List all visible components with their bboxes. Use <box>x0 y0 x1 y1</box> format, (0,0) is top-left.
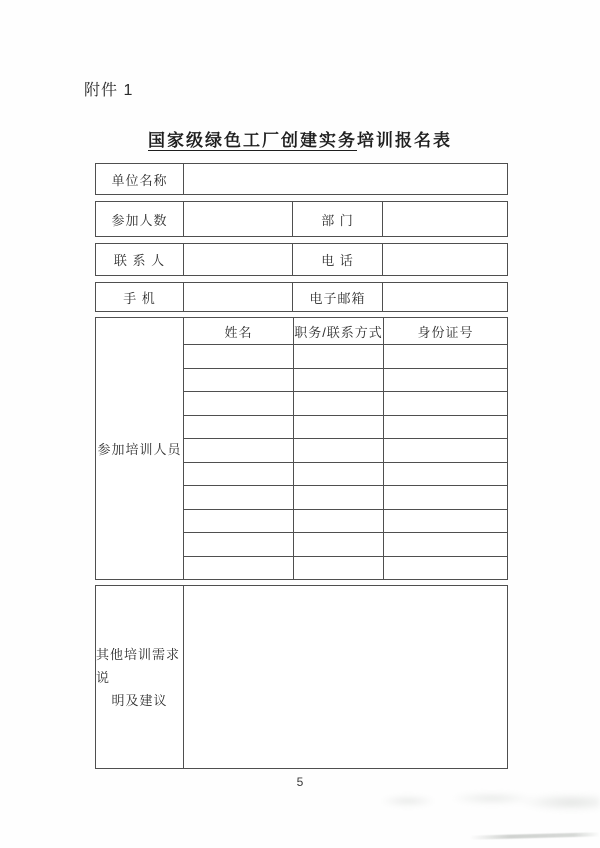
form-title-rest: 培训报名表 <box>357 131 452 150</box>
trainee-id-cell <box>383 439 507 462</box>
trainee-rows <box>184 344 507 579</box>
trainee-contact-cell <box>293 439 383 462</box>
unit-name-label: 单位名称 <box>111 172 168 188</box>
trainee-name-cell <box>184 439 293 462</box>
trainee-row <box>184 509 507 533</box>
trainee-contact-cell <box>293 463 383 486</box>
trainee-contact-cell <box>293 557 383 580</box>
trainee-row <box>184 391 507 415</box>
trainee-name-cell <box>184 510 293 533</box>
trainee-name-cell <box>184 392 293 415</box>
form-title <box>0 126 600 151</box>
registration-form-table <box>95 163 508 769</box>
mobile-label: 手 机 <box>123 290 156 306</box>
trainee-contact-header: 职务/联系方式 <box>293 318 383 344</box>
email-value-cell <box>382 283 507 311</box>
contact-person-value-cell <box>183 244 292 275</box>
trainee-row <box>184 485 507 509</box>
trainee-row <box>184 532 507 556</box>
trainee-contact-cell <box>293 345 383 368</box>
trainee-id-cell <box>383 510 507 533</box>
participants-label: 参加人数 <box>111 212 168 228</box>
scan-line-artifact <box>470 832 600 839</box>
trainee-name-cell <box>184 557 293 580</box>
trainee-row <box>184 344 507 368</box>
mobile-value-cell <box>183 283 292 311</box>
trainee-row <box>184 556 507 580</box>
trainee-contact-cell <box>293 533 383 556</box>
trainee-contact-cell <box>293 486 383 509</box>
trainees-grid <box>183 318 507 579</box>
scan-smudge-artifact <box>360 788 600 814</box>
contact-person-label: 联 系 人 <box>113 253 166 268</box>
trainee-row <box>184 462 507 486</box>
row-contact-phone <box>95 243 508 276</box>
page-number: 5 <box>296 775 304 789</box>
other-needs-label-line2: 明及建议 <box>111 692 168 708</box>
trainee-name-header: 姓名 <box>224 324 253 340</box>
other-needs-label-line1: 其他培训需求说 <box>96 646 181 685</box>
trainee-id-cell <box>383 486 507 509</box>
trainee-id-cell <box>383 392 507 415</box>
trainee-id-cell <box>383 463 507 486</box>
trainee-id-cell <box>383 533 507 556</box>
section-trainees <box>95 317 508 580</box>
trainee-name-cell <box>184 533 293 556</box>
trainee-id-cell <box>383 557 507 580</box>
email-label: 电子邮箱 <box>292 283 382 311</box>
trainee-id-cell <box>383 345 507 368</box>
trainees-header-row <box>184 318 507 344</box>
trainee-name-cell <box>184 416 293 439</box>
trainees-section-label: 参加培训人员 <box>97 442 182 457</box>
unit-name-value-cell <box>183 164 507 194</box>
trainee-id-cell <box>383 369 507 392</box>
trainee-name-cell <box>184 345 293 368</box>
trainee-name-cell <box>184 463 293 486</box>
row-participants-department <box>95 201 508 237</box>
department-label: 部 门 <box>292 202 382 236</box>
trainee-contact-cell <box>293 416 383 439</box>
trainee-row <box>184 368 507 392</box>
trainee-contact-cell <box>293 369 383 392</box>
participants-value-cell <box>183 202 292 236</box>
other-needs-label <box>96 586 183 768</box>
trainee-contact-cell <box>293 392 383 415</box>
row-unit-name <box>95 163 508 195</box>
trainee-name-cell <box>184 486 293 509</box>
department-value-cell <box>382 202 507 236</box>
other-needs-value-cell <box>183 586 507 768</box>
trainee-row <box>184 438 507 462</box>
section-other-needs <box>95 585 508 769</box>
trainee-name-cell <box>184 369 293 392</box>
row-mobile-email <box>95 282 508 312</box>
form-title-underlined: 国家级绿色工厂创建实务 <box>148 131 357 150</box>
trainee-row <box>184 415 507 439</box>
phone-label: 电 话 <box>292 244 382 275</box>
phone-value-cell <box>382 244 507 275</box>
trainee-id-cell <box>383 416 507 439</box>
trainee-contact-cell <box>293 510 383 533</box>
trainee-id-header: 身份证号 <box>383 318 507 344</box>
attachment-label: 附件 1 <box>84 82 134 99</box>
